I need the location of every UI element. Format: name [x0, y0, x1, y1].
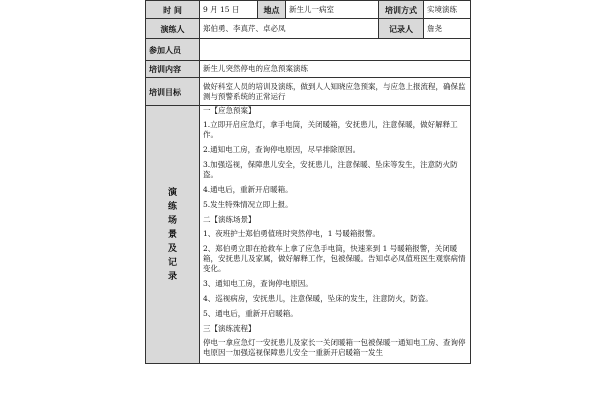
record-line: 2.通知电工房，查询停电原因，尽早排除原因。 [203, 145, 361, 154]
training-content-row [146, 61, 471, 78]
training-content-value: 新生儿突然停电的应急预案演练 [200, 61, 471, 78]
record-line: 3、通知电工房，查询停电原因。 [203, 279, 313, 288]
record-line: 3.加强巡视，保障患儿安全，安抚患儿，注意保暖、坠床等发生，注意防火防盗。 [203, 160, 458, 179]
side-char: 练 [167, 201, 177, 212]
recorder-value: 詹尧 [424, 19, 471, 39]
record-content [200, 106, 471, 364]
record-line: 1、夜班护士郑伯勇值班时突然停电，1 号暖箱报警。 [203, 229, 380, 238]
side-char: 记 [167, 257, 177, 268]
side-char: 及 [167, 243, 177, 254]
record-line: 5.发生特殊情况立即上报。 [203, 200, 293, 209]
training-goal-label: 培训目标 [146, 78, 200, 106]
training-method-label: 培训方式 [379, 1, 424, 19]
record-row [146, 106, 471, 364]
time-value: 9 月 15 日 [200, 1, 258, 19]
training-content-label: 培训内容 [146, 61, 200, 78]
participants-row [146, 39, 471, 61]
recorder-label: 记录人 [379, 19, 424, 39]
drill-record-form [145, 0, 471, 364]
record-line: 4、巡视病房，安抚患儿，注意保暖，坠床的发生，注意防火，防盗。 [203, 294, 433, 303]
section-heading: 一【应急预案】 [203, 106, 256, 115]
participants-label: 参加人员 [146, 39, 200, 61]
training-method-value: 实境演练 [424, 1, 471, 19]
side-char: 景 [167, 229, 177, 240]
drill-personnel-value: 郑伯勇、李真芹、卓必凤 [200, 19, 379, 39]
record-line: 4.通电后，重新开启暖箱。 [203, 185, 293, 194]
training-goal-value: 做好科室人员的培训及演练，做到人人知晓应急预案，与应急上报流程，确保监测与预警系统的正常运行 [200, 78, 471, 106]
time-label: 时 间 [146, 1, 200, 19]
side-char: 场 [167, 215, 177, 226]
header-row [146, 1, 471, 19]
record-line: 1.立即开启应急灯，拿手电筒，关闭暖箱，安抚患儿，注意保暖，做好解释工作。 [203, 120, 458, 139]
side-char: 演 [167, 187, 177, 198]
record-line: 5、通电后，重新开启暖箱。 [203, 309, 298, 318]
section-heading: 二【演练场景】 [203, 215, 256, 224]
training-goal-row [146, 78, 471, 106]
section-heading: 三【演练流程】 [203, 324, 256, 333]
location-label: 地点 [258, 1, 286, 19]
record-line: 2、郑伯勇立即在抢救车上拿了应急手电筒，快速来到 1 号暖箱报警，关闭暖箱，安抚患儿及家属，做好解释工作，包被保暖。告知卓必凤值班医生观察病情变化。 [203, 244, 466, 273]
personnel-row [146, 19, 471, 39]
side-char: 录 [167, 271, 177, 282]
location-value: 新生儿一病室 [286, 1, 379, 19]
record-side-label [146, 106, 200, 364]
participants-value [200, 39, 471, 61]
record-line: 停电一拿应急灯一安抚患儿及家长一关闭暖箱一包被保暖一通知电工房、查询停电原因一加强巡视保障患儿安全一重新开启暖箱一发生 [203, 338, 466, 357]
drill-personnel-label: 演练人 [146, 19, 200, 39]
